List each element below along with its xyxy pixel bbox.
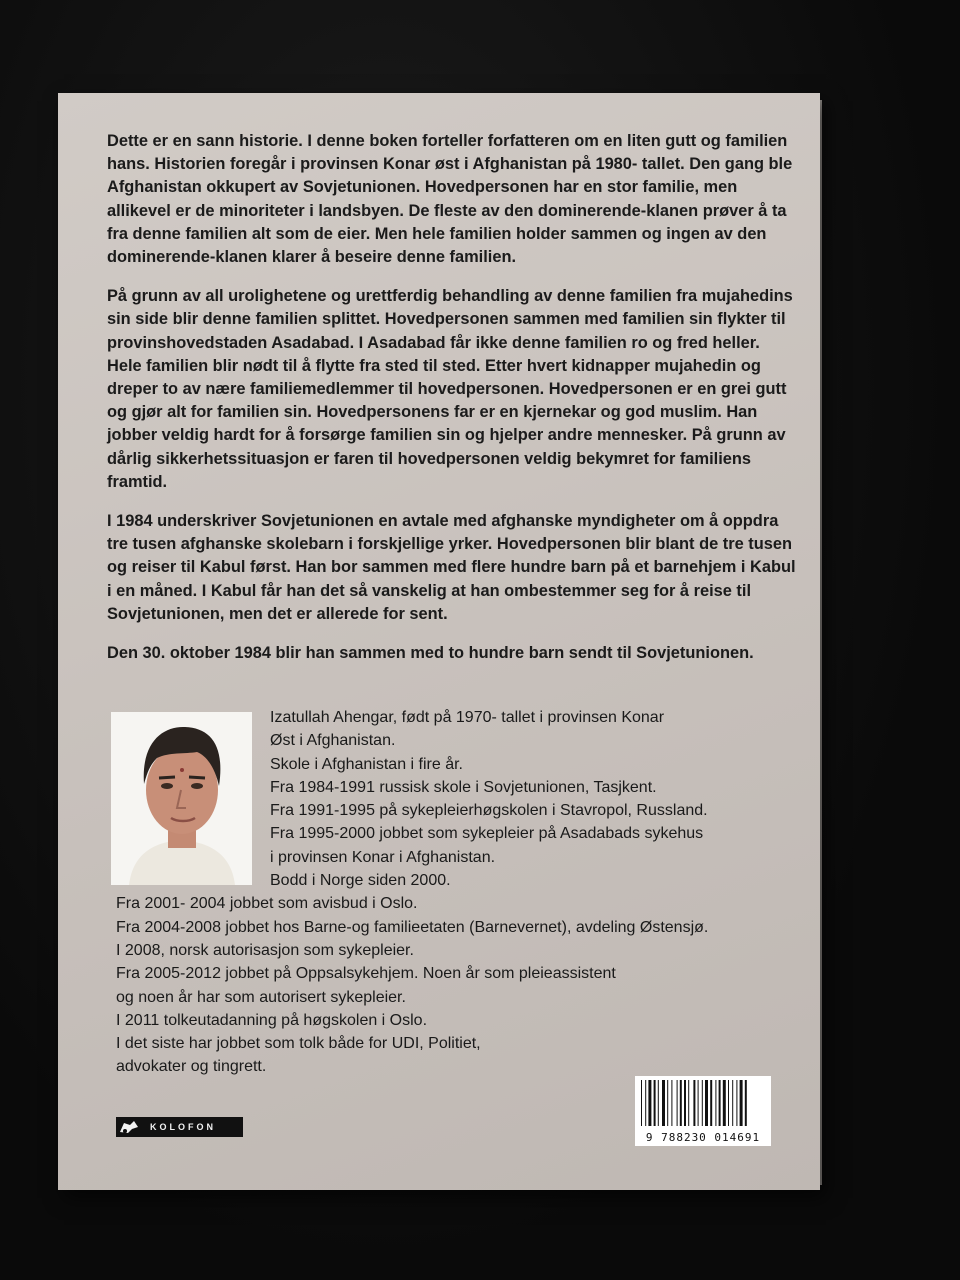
bio-line: Øst i Afghanistan.	[270, 732, 396, 750]
barcode-bar	[715, 1080, 716, 1126]
barcode-bar	[745, 1080, 747, 1126]
bio-line: Fra 2001- 2004 jobbet som avisbud i Oslo.	[116, 895, 418, 913]
blurb-paragraph-1: Dette er en sann historie. I denne boken forteller forfatteren om en liten gutt og familien hans. Historien foregår i provinsen Konar øst i Afghanistan på 1980- tallet. Den gang ble Afghanistan okkupert av Sovjetunionen. Hovedpersonen har en stor familie, men allikevel er de minoriteter i landsbyen. De fleste av den dominerende-klanen prøver å ta fra denne familien alt som de eier. Men hele familien holder sammen og ingen av den dominerende-klanen klarer å beseire denne familien.	[107, 132, 793, 267]
barcode-bar	[705, 1080, 708, 1126]
barcode-bar	[641, 1080, 642, 1126]
barcode-bar	[680, 1080, 682, 1126]
publisher-name: KOLOFON	[150, 1122, 216, 1132]
barcode-bar	[710, 1080, 712, 1126]
barcode-bar	[648, 1080, 651, 1126]
barcode-bar	[728, 1080, 729, 1126]
bio-line: Fra 2004-2008 jobbet hos Barne-og familieetaten (Barnevernet), avdeling Østensjø.	[116, 918, 709, 936]
isbn-number: 9 788230 014691	[645, 1131, 761, 1144]
author-bio	[116, 706, 776, 1079]
bio-line: Fra 2005-2012 jobbet på Oppsalsykehjem. Noen år som pleieassistent	[116, 965, 616, 983]
barcode-bar	[702, 1080, 703, 1126]
bio-line: Bodd i Norge siden 2000.	[270, 872, 451, 890]
publisher-logo	[116, 1117, 243, 1137]
blurb-paragraph-3: I 1984 underskriver Sovjetunionen en avtale med afghanske myndigheter om å oppdra tre tusen afghanske skolebarn i forskjellige yrker. Hovedpersonen blir blant de tre tusen og reiser til Kabul først. Han bor sammen med flere hundre barn på et barnehjem i Kabul i en måned. I Kabul får han det så vanskelig at han ombestemmer seg for å reise til Sovjetunionen, men det er allerede for sent.	[107, 512, 796, 623]
bio-line: I 2008, norsk autorisasjon som sykepleier.	[116, 941, 414, 959]
bio-line: Skole i Afghanistan i fire år.	[270, 755, 463, 773]
barcode-bar	[684, 1080, 686, 1126]
bio-line: i provinsen Konar i Afghanistan.	[270, 848, 496, 866]
bio-line: I det siste har jobbet som tolk både for UDI, Politiet,	[116, 1035, 481, 1053]
barcode-bar	[736, 1080, 737, 1126]
barcode-bar	[654, 1080, 656, 1126]
bio-line: og noen år har som autorisert sykepleier.	[116, 988, 406, 1006]
barcode-bars	[635, 1076, 771, 1132]
barcode-bar	[658, 1080, 659, 1126]
isbn-barcode	[635, 1076, 771, 1146]
blurb-paragraph-2: På grunn av all urolighetene og urettferdig behandling av denne familien fra mujahedins sin side blir denne familien splittet. Hovedpersonen sammen med familien sin flykter til provinshovedstaden Asadabad. I Asadabad får ikke denne familien ro og fred heller. Hele familien blir nødt til å flytte fra sted til sted. Etter hvert kidnapper mujahedin og dreper to av nære familiemedlemmer til hovedpersonen. Hovedpersonen er en grei gutt og gjør alt for familien sin. Hovedpersonens far er en kjernekar og god muslim. Han jobber veldig hardt for å forsørge familien sin og hjelper andre mennesker. På grunn av dårlig sikkerhetssituasjon er faren til hovedpersonen veldig bekymret for familiens framtid.	[107, 287, 793, 491]
bio-line: I 2011 tolkeutadanning på høgskolen i Oslo.	[116, 1011, 428, 1029]
kolofon-logo-icon	[116, 1117, 142, 1137]
barcode-bar	[732, 1080, 733, 1126]
barcode-bar	[740, 1080, 743, 1126]
barcode-bar	[662, 1080, 665, 1126]
barcode-bar	[688, 1080, 689, 1126]
barcode-bar	[667, 1080, 668, 1126]
barcode-bar	[698, 1080, 699, 1126]
bio-line: advokater og tingrett.	[116, 1058, 267, 1076]
bio-line: Fra 1995-2000 jobbet som sykepleier på Asadabads sykehus	[270, 825, 704, 843]
barcode-bar	[723, 1080, 726, 1126]
barcode-bar	[693, 1080, 695, 1126]
barcode-bar	[645, 1080, 646, 1126]
bio-line: Fra 1991-1995 på sykepleierhøgskolen i Stavropol, Russland.	[270, 802, 708, 820]
barcode-bar	[671, 1080, 672, 1126]
bio-line: Fra 1984-1991 russisk skole i Sovjetunionen, Tasjkent.	[270, 778, 657, 796]
bio-line: Izatullah Ahengar, født på 1970- tallet i provinsen Konar	[270, 709, 665, 726]
blurb-paragraph-4: Den 30. oktober 1984 blir han sammen med to hundre barn sendt til Sovjetunionen.	[107, 644, 754, 663]
barcode-bar	[677, 1080, 678, 1126]
blurb-text	[107, 130, 797, 681]
barcode-bar	[719, 1080, 721, 1126]
